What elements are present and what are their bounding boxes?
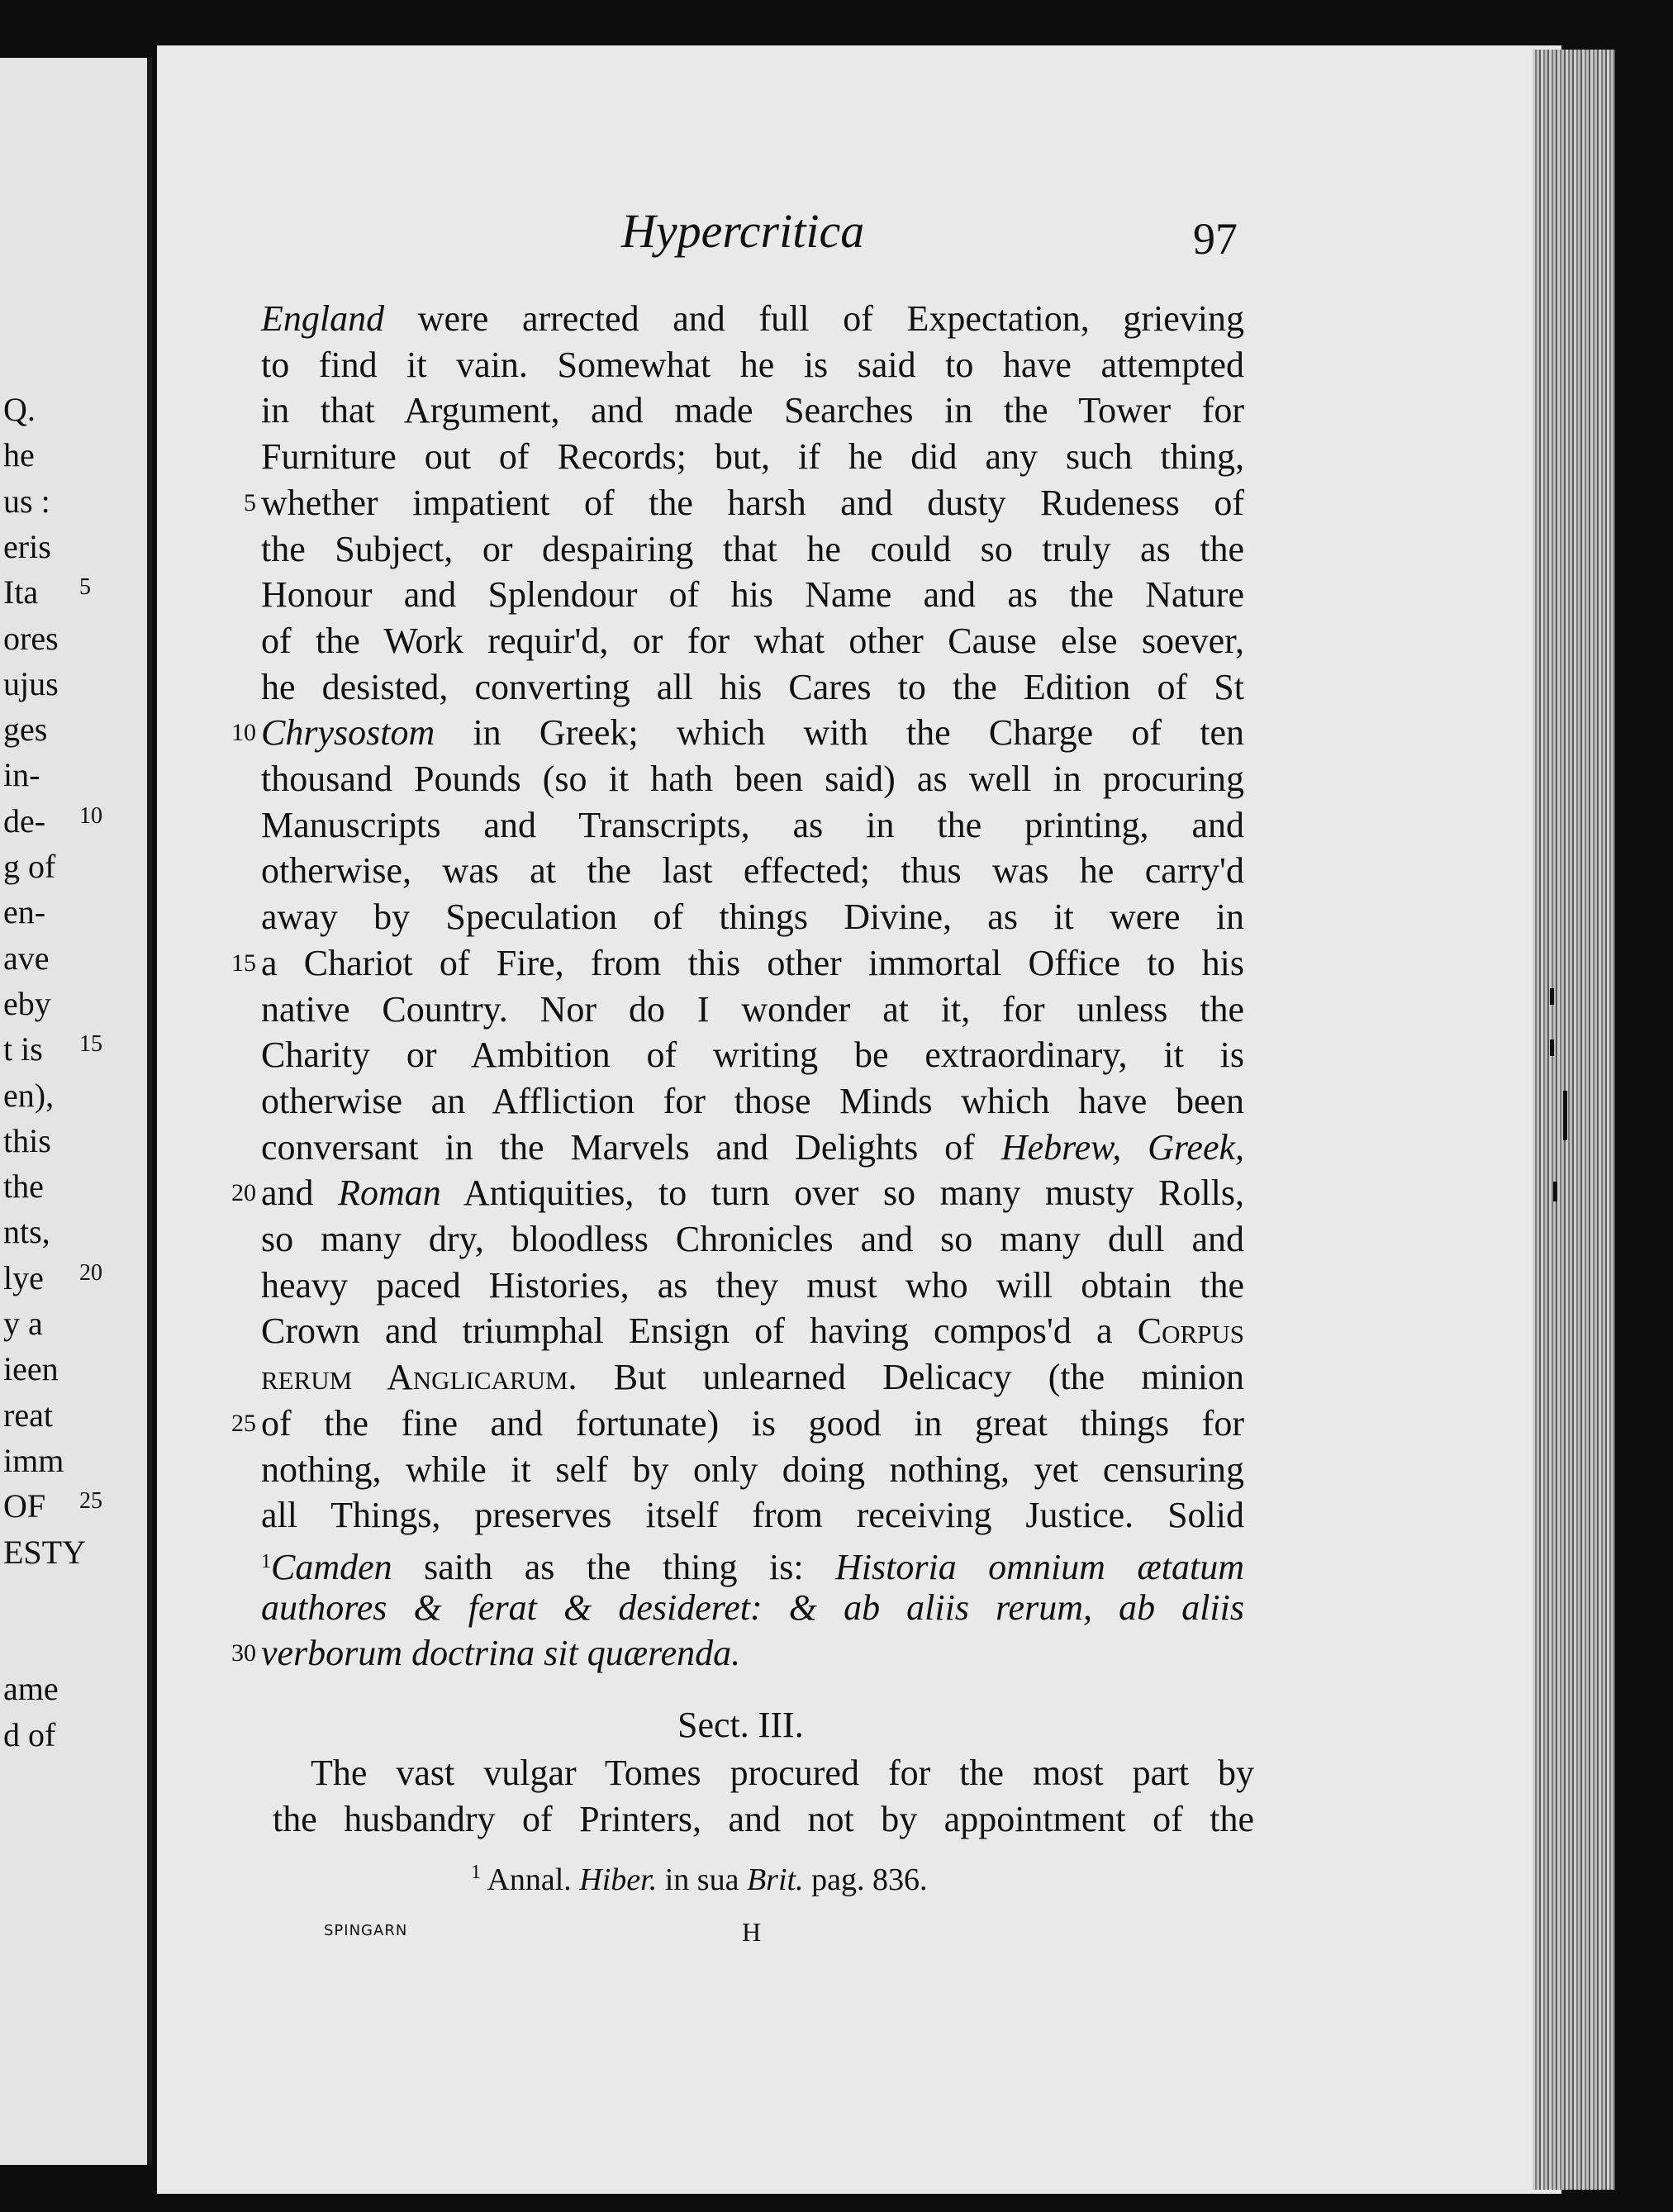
text-segment: Corpus — [1137, 1311, 1244, 1352]
line-number — [223, 1354, 256, 1401]
left-page-line-text: ave — [3, 939, 50, 977]
left-page-line — [0, 847, 147, 892]
text-segment: in that Argument, and made Searches in the Tower for — [261, 390, 1244, 431]
left-page-line-text: he — [3, 436, 35, 474]
text-segment: But unlearned Delicacy (the minion — [577, 1357, 1244, 1398]
left-page-line-text: de- — [3, 802, 46, 840]
left-page-line — [0, 573, 147, 617]
left-page-line-text: y a — [3, 1305, 43, 1342]
line-number: 30 — [231, 1639, 256, 1667]
text-segment: in sua — [657, 1862, 747, 1897]
left-page-line — [0, 984, 147, 1029]
text-segment: to find it vain. Somewhat he is said to have attempted — [261, 344, 1244, 385]
left-page-line — [0, 1349, 147, 1394]
left-page-line-text: imm — [3, 1441, 64, 1479]
text-segment: of the Work requir'd, or for what other Cause else soever, — [261, 620, 1244, 661]
line-number: 5 — [244, 488, 256, 516]
text-segment: away by Speculation of things Divine, as it were in — [261, 897, 1244, 938]
line-number — [223, 1216, 256, 1263]
running-head: Hypercritica — [621, 204, 865, 258]
left-page-line-text: nts, — [3, 1213, 50, 1251]
left-page-line-text: Q. — [3, 391, 36, 428]
text-segment: Furniture out of Records; but, if he did any such thing, — [261, 436, 1244, 478]
left-page-line-text: OF — [3, 1487, 46, 1525]
text-segment: Camden — [271, 1546, 392, 1587]
text-line — [261, 756, 1244, 802]
text-segment: Crown and triumphal Ensign of having compos'd a — [261, 1311, 1138, 1352]
left-page-line — [0, 802, 147, 846]
text-segment: Charity or Ambition of writing be extraordinary, it is — [261, 1035, 1244, 1076]
text-line — [261, 618, 1244, 664]
line-number — [223, 1125, 256, 1171]
line-number — [223, 1539, 256, 1585]
line-number — [223, 848, 256, 894]
left-page-line-text: d of — [3, 1715, 56, 1753]
text-segment: conversant in the Marvels and Delights of — [261, 1126, 1001, 1168]
text-line — [261, 710, 1244, 756]
text-segment: he desisted, converting all his Cares to the Edition of St — [261, 666, 1244, 707]
footnote-text — [481, 1862, 927, 1897]
left-page-line — [0, 1533, 147, 1577]
text-segment: Hebrew, Greek, — [1000, 1126, 1245, 1168]
text-line — [261, 664, 1244, 711]
left-page-line — [0, 1715, 147, 1760]
text-line — [261, 1447, 1244, 1493]
left-page-line — [0, 1396, 147, 1440]
text-segment: Annal. — [481, 1862, 580, 1897]
text-line — [261, 802, 1244, 849]
text-segment: Hiber. — [579, 1862, 658, 1897]
text-segment: heavy paced Histories, as they must who will obtain the — [261, 1264, 1244, 1306]
line-number — [223, 1447, 256, 1493]
text-segment: rerum Anglicarum. — [261, 1357, 577, 1398]
left-page-line-number: 10 — [79, 802, 102, 829]
signature-name: SPINGARN — [324, 1922, 408, 1939]
left-page-line-text: eris — [3, 527, 51, 565]
line-number — [223, 1308, 256, 1354]
line-number: 15 — [231, 949, 256, 977]
line-number — [223, 296, 256, 342]
text-segment: Chrysostom — [261, 712, 435, 754]
footnote-marker: 1 — [471, 1862, 481, 1883]
line-number: 25 — [231, 1409, 256, 1437]
text-segment: England — [261, 298, 385, 339]
text-segment: of the fine and fortunate) is good in great things for — [261, 1402, 1244, 1444]
text-line — [261, 894, 1244, 940]
text-segment: thousand Pounds (so it hath been said) as well in procuring — [261, 759, 1244, 799]
text-segment: whether impatient of the harsh and dusty Rudeness of — [261, 482, 1244, 523]
text-line — [261, 342, 1244, 388]
left-page-line — [0, 527, 147, 572]
left-page-line-text: en), — [3, 1076, 55, 1114]
line-number — [223, 618, 256, 664]
left-page-line-text: reat — [3, 1396, 53, 1434]
left-page-line — [0, 1076, 147, 1120]
line-number — [223, 664, 256, 711]
line-number — [223, 1078, 256, 1125]
line-number — [223, 802, 256, 849]
text-segment: the Subject, or despairing that he could so truly as the — [261, 528, 1244, 569]
text-line — [261, 1539, 1244, 1585]
text-line — [261, 480, 1244, 526]
line-number — [223, 434, 256, 480]
footnote-reference: 1 — [261, 1550, 271, 1572]
signature-mark: H — [742, 1917, 762, 1947]
text-line — [261, 1585, 1244, 1631]
text-segment: Antiquities, to turn over so many musty Rolls, — [440, 1173, 1244, 1214]
left-page-line-text: the — [3, 1168, 44, 1206]
text-segment: Manuscripts and Transcripts, as in the printing, and — [261, 804, 1244, 845]
text-line — [261, 1492, 1244, 1539]
left-page-line-number: 20 — [79, 1259, 102, 1286]
text-segment: The vast vulgar Tomes procured for the most part by — [311, 1753, 1254, 1793]
left-page-line-text: lye — [3, 1258, 44, 1296]
text-segment: pag. 836. — [803, 1862, 928, 1897]
section-heading: Sect. III. — [677, 1705, 804, 1745]
left-page-line-text: us : — [3, 482, 50, 520]
line-number — [223, 1032, 256, 1078]
text-line — [273, 1796, 1254, 1843]
text-segment: all Things, preserves itself from receiving Justice. Solid — [261, 1495, 1244, 1536]
text-line — [261, 1308, 1244, 1354]
left-page-line — [0, 1304, 147, 1349]
text-line — [261, 1125, 1244, 1171]
left-page-line-number: 15 — [79, 1031, 102, 1058]
text-segment: a Chariot of Fire, from this other immortal Office to his — [261, 942, 1244, 983]
line-number: 10 — [231, 719, 256, 747]
left-page-line — [0, 619, 147, 664]
left-page-line-text: ujus — [3, 664, 59, 702]
text-segment: otherwise, was at the last effected; thus was he carry'd — [261, 850, 1244, 892]
text-line — [261, 848, 1244, 894]
text-line — [261, 434, 1244, 480]
line-number — [223, 526, 256, 573]
left-page-line-text: g of — [3, 848, 56, 885]
left-page-fragment — [0, 58, 152, 2165]
line-number — [223, 572, 256, 618]
page-number: 97 — [1193, 214, 1238, 264]
text-segment: otherwise an Affliction for those Minds which have been — [261, 1080, 1244, 1121]
page-edges — [1533, 50, 1615, 2190]
text-segment: were arrected and full of Expectation, grieving — [384, 298, 1244, 339]
text-segment: verborum doctrina sit quærenda. — [261, 1633, 741, 1674]
left-page-line — [0, 482, 147, 526]
left-page-line — [0, 390, 147, 435]
left-page-line-number: 5 — [79, 574, 91, 601]
text-segment: saith as the thing is: — [392, 1546, 836, 1587]
left-page-line — [0, 939, 147, 983]
line-number — [223, 1492, 256, 1539]
text-line — [311, 1750, 1254, 1796]
text-line — [261, 1032, 1244, 1078]
text-line — [261, 1263, 1244, 1309]
left-page-line — [0, 435, 147, 480]
left-page-line — [0, 1669, 147, 1714]
footnote — [471, 1862, 927, 1898]
text-line — [261, 572, 1244, 618]
left-page-line-text: Ita — [3, 573, 39, 611]
left-page-line-text: eby — [3, 984, 51, 1022]
left-page-line — [0, 1212, 147, 1257]
line-number — [223, 756, 256, 802]
left-page-line-text: ges — [3, 711, 48, 749]
left-page-line-number: 25 — [79, 1488, 102, 1515]
text-line — [261, 1078, 1244, 1125]
text-segment: Roman — [338, 1173, 441, 1214]
left-page-line-text: ame — [3, 1670, 59, 1708]
left-page-line — [0, 1441, 147, 1486]
text-segment: native Country. Nor do I wonder at it, for unless the — [261, 988, 1244, 1030]
text-segment: in Greek; which with the Charge of ten — [435, 712, 1244, 754]
line-number — [223, 388, 256, 434]
left-page-line-text: this — [3, 1121, 51, 1159]
text-line — [261, 1630, 1244, 1677]
left-page-line-text: ieen — [3, 1350, 59, 1388]
text-line — [261, 388, 1244, 434]
left-page-line — [0, 1578, 147, 1623]
left-page-line — [0, 1167, 147, 1211]
left-page-line — [0, 1030, 147, 1074]
line-number — [223, 894, 256, 940]
line-number: 20 — [231, 1179, 256, 1207]
text-segment: authores & ferat & desideret: & ab aliis rerum, ab aliis — [261, 1586, 1244, 1628]
line-number — [223, 987, 256, 1033]
text-line — [261, 987, 1244, 1033]
text-line — [261, 1216, 1244, 1263]
left-page-line-text: t is — [3, 1030, 43, 1068]
line-number — [223, 342, 256, 388]
left-page-line — [0, 664, 147, 709]
left-page-line — [0, 1487, 147, 1531]
line-number — [223, 1263, 256, 1309]
text-line — [261, 296, 1244, 342]
text-segment: so many dry, bloodless Chronicles and so many dull and — [261, 1219, 1244, 1259]
text-line — [261, 940, 1244, 987]
left-page-line — [0, 710, 147, 754]
text-line — [261, 1401, 1244, 1447]
text-segment: Brit. — [746, 1862, 804, 1897]
text-segment: nothing, while it self by only doing nothing, yet censuring — [261, 1449, 1244, 1490]
text-line — [261, 526, 1244, 573]
text-segment: the husbandry of Printers, and not by appointment of the — [273, 1799, 1254, 1839]
left-page-line — [0, 755, 147, 800]
text-line — [261, 1354, 1244, 1401]
left-page-line-text: en- — [3, 893, 46, 931]
left-page-line — [0, 1121, 147, 1166]
left-page-line-text: ores — [3, 619, 59, 657]
text-segment: Honour and Splendour of his Name and as the Nature — [261, 574, 1244, 616]
text-segment: and — [261, 1173, 339, 1214]
left-page-line — [0, 1258, 147, 1303]
left-page-line — [0, 892, 147, 937]
left-page-line — [0, 1624, 147, 1668]
left-page-line-text: ESTY — [3, 1533, 86, 1571]
left-page-line-text: in- — [3, 756, 40, 794]
line-number — [223, 1585, 256, 1631]
text-line — [261, 1170, 1244, 1216]
text-segment: Historia omnium ætatum — [835, 1546, 1244, 1587]
